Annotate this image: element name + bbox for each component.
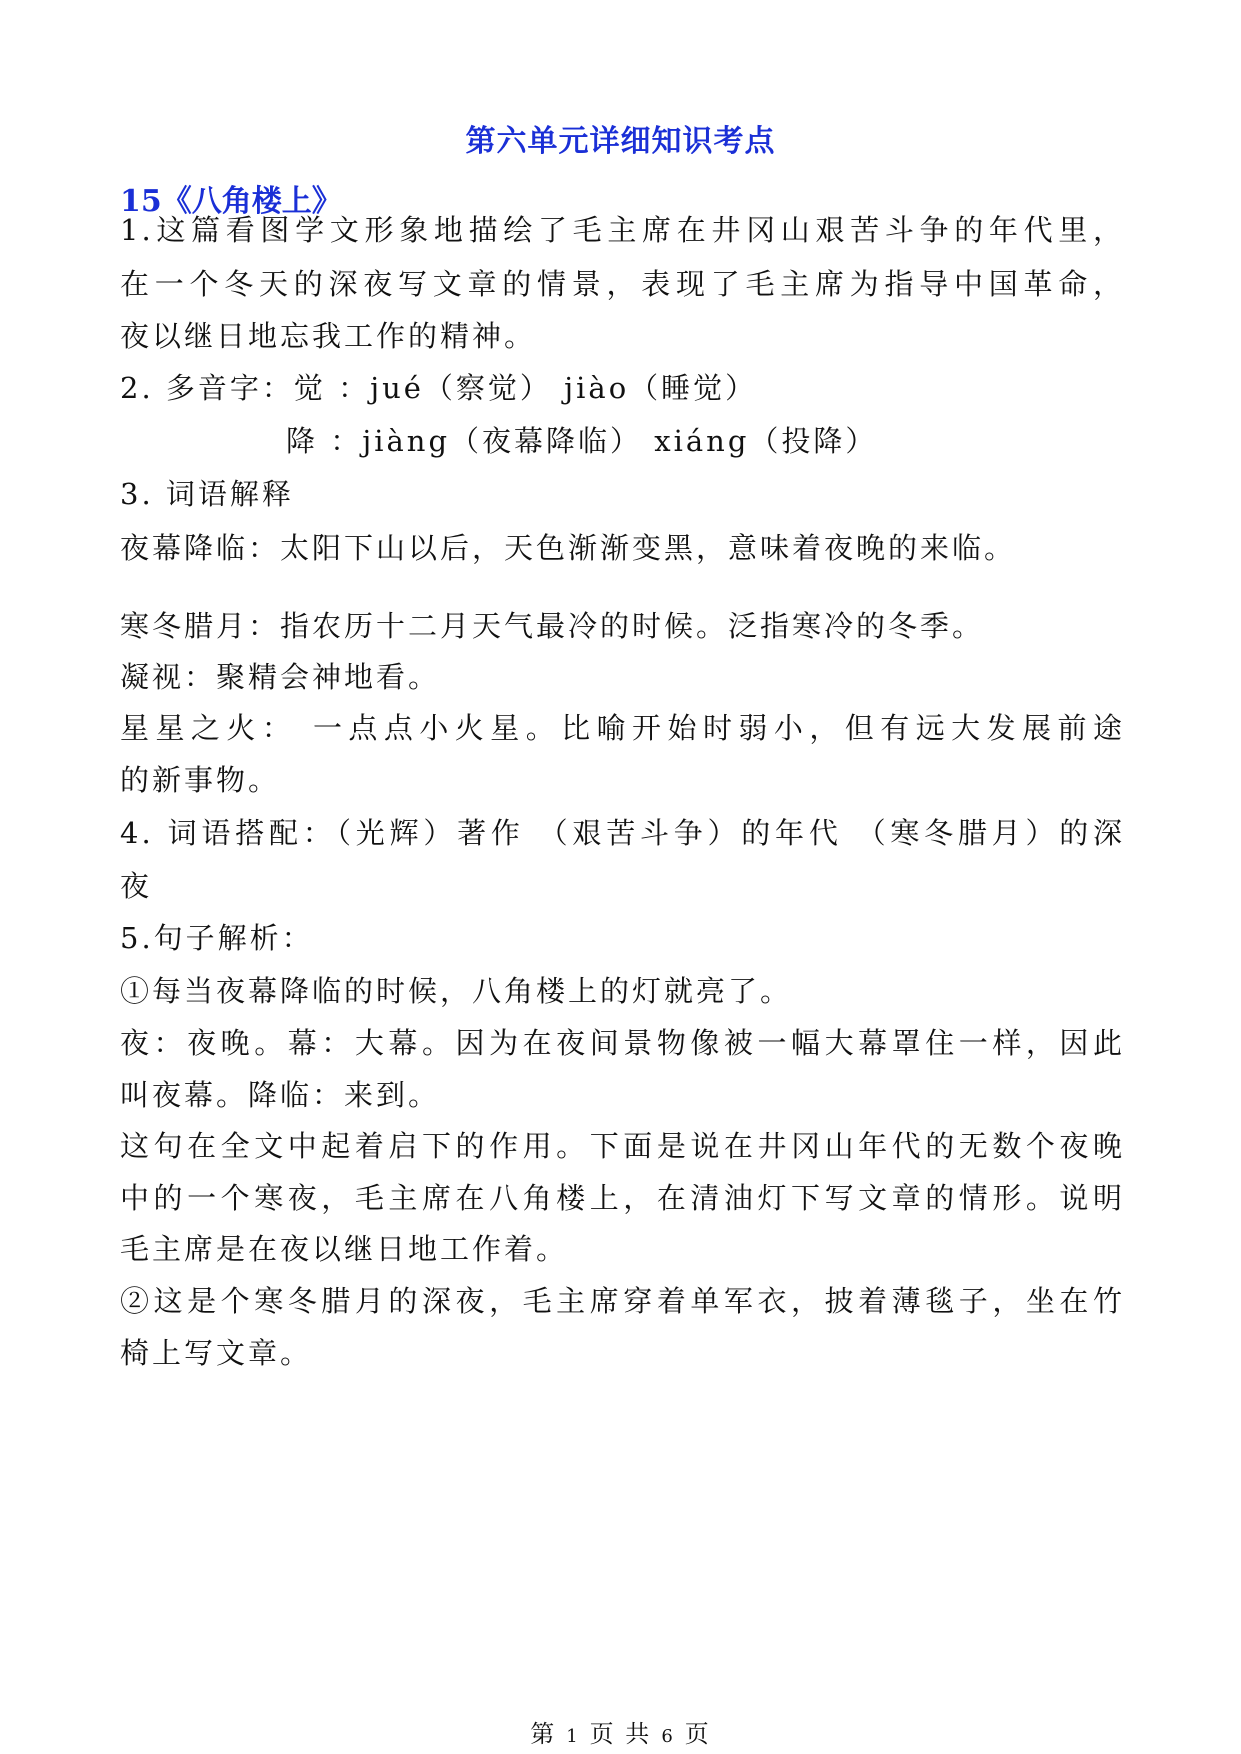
vocab-item: 凝视：聚精会神地看。 bbox=[120, 660, 441, 694]
sentence-1-expl-line1: 这句在全文中起着启下的作用。下面是说在井冈山年代的无数个夜晚 bbox=[120, 1129, 1125, 1163]
sentence-heading: 5.句子解析： bbox=[120, 921, 314, 955]
footer-middle: 页 共 bbox=[589, 1720, 652, 1748]
para1-line1: 1.这篇看图学文形象地描绘了毛主席在井冈山艰苦斗争的年代里， bbox=[120, 213, 1125, 247]
collocation-line2: 夜 bbox=[120, 869, 153, 903]
sentence-1-note-line2: 叫夜幕。降临：来到。 bbox=[120, 1078, 441, 1112]
page-title: 第六单元详细知识考点 bbox=[465, 124, 776, 159]
vocab-item: 夜幕降临：太阳下山以后，天色渐渐变黑，意味着夜晚的来临。 bbox=[120, 531, 1017, 565]
sentence-1-expl-line3: 毛主席是在夜以继日地工作着。 bbox=[120, 1232, 569, 1266]
sentence-2-line2: 椅上写文章。 bbox=[120, 1336, 313, 1370]
vocab-item: 寒冬腊月：指农历十二月天气最冷的时候。泛指寒冷的冬季。 bbox=[120, 609, 985, 643]
sentence-2-line1: ②这是个寒冬腊月的深夜，毛主席穿着单军衣，披着薄毯子，坐在竹 bbox=[120, 1284, 1125, 1318]
polyphone-line2: 降 ：jiàng（夜幕降临） xiáng（投降） bbox=[286, 424, 878, 458]
sentence-1-note-line1: 夜：夜晚。幕：大幕。因为在夜间景物像被一幅大幕罩住一样，因此 bbox=[120, 1026, 1125, 1060]
sentence-1: ①每当夜幕降临的时候，八角楼上的灯就亮了。 bbox=[120, 974, 793, 1008]
footer-page-number: 1 bbox=[566, 1726, 580, 1747]
footer-total-pages: 6 bbox=[661, 1726, 675, 1747]
collocation-line1: 4. 词语搭配：（光辉）著作 （艰苦斗争）的年代 （寒冬腊月）的深 bbox=[120, 816, 1125, 850]
lesson-title: 15《八角楼上》 bbox=[120, 184, 342, 219]
polyphone-line1: 2. 多音字：觉 ：jué（察觉） jiào（睡觉） bbox=[120, 371, 758, 405]
vocab-item-continued: 的新事物。 bbox=[120, 763, 281, 797]
sentence-1-expl-line2: 中的一个寒夜，毛主席在八角楼上，在清油灯下写文章的情形。说明 bbox=[120, 1181, 1125, 1215]
vocab-heading: 3. 词语解释 bbox=[120, 477, 294, 511]
para1-line2: 在一个冬天的深夜写文章的情景，表现了毛主席为指导中国革命， bbox=[120, 267, 1125, 301]
vocab-item: 星星之火： 一点点小火星。比喻开始时弱小，但有远大发展前途 bbox=[120, 711, 1125, 745]
footer-suffix: 页 bbox=[684, 1720, 711, 1748]
page-footer bbox=[0, 1714, 1241, 1749]
footer-prefix: 第 bbox=[530, 1720, 557, 1748]
para1-line3: 夜以继日地忘我工作的精神。 bbox=[120, 319, 537, 353]
